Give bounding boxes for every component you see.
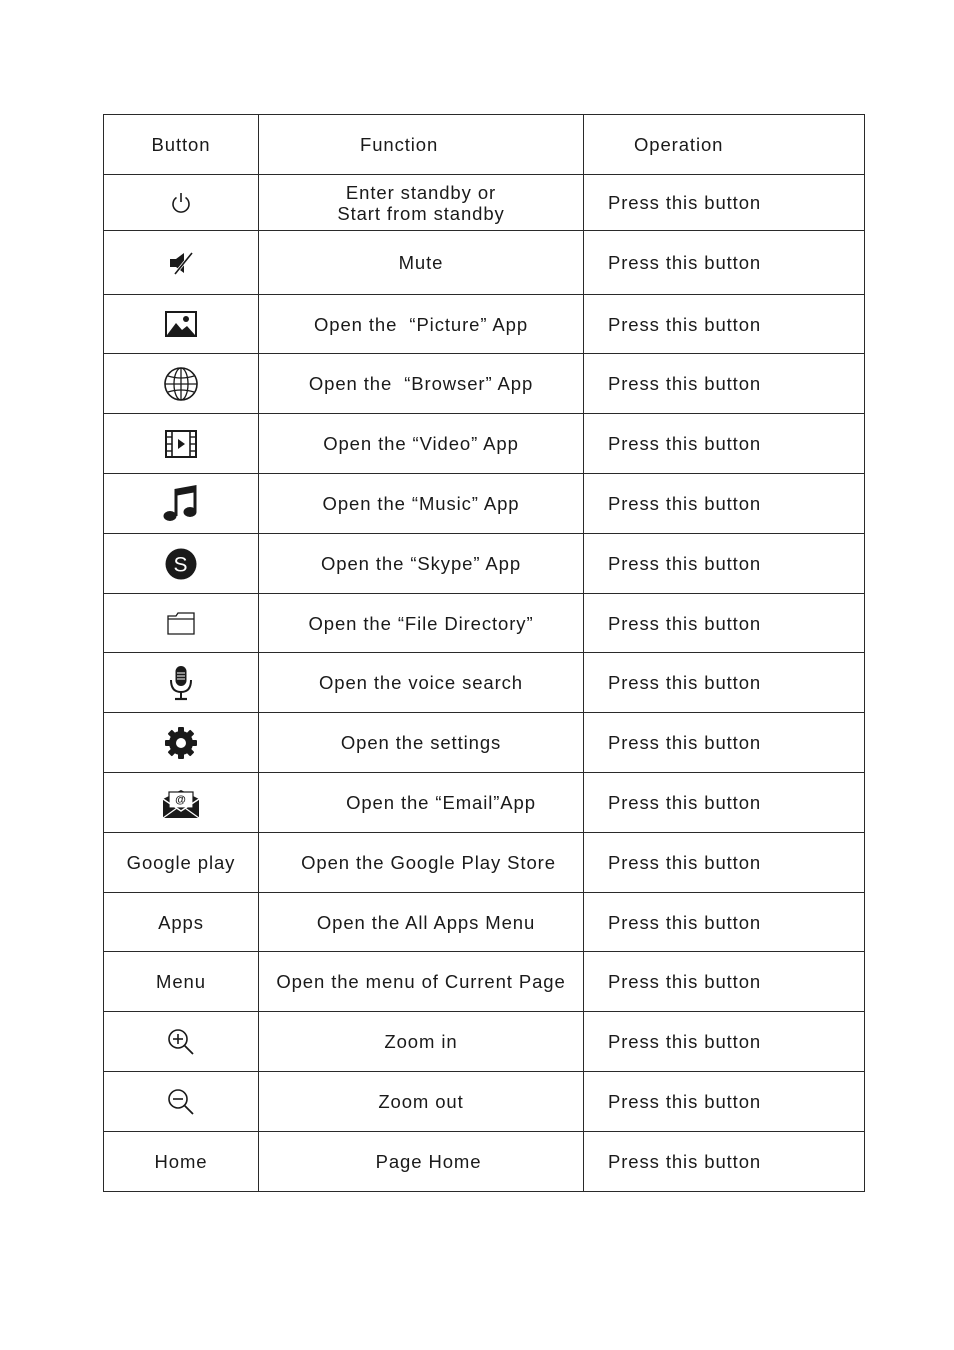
operation-text: Press this button xyxy=(584,653,865,713)
table-row xyxy=(104,175,865,231)
operation-text: Press this button xyxy=(584,534,865,594)
table-row xyxy=(104,1072,865,1132)
operation-text: Press this button xyxy=(584,893,865,952)
operation-text: Press this button xyxy=(584,1072,865,1132)
operation-text: Press this button xyxy=(584,1132,865,1192)
table-row xyxy=(104,833,865,893)
table-row xyxy=(104,354,865,414)
function-text: Open the “Music” App xyxy=(259,474,584,534)
header-function: Function xyxy=(259,115,584,175)
function-text: Open the “File Directory” xyxy=(259,594,584,653)
button-function-table xyxy=(103,114,865,1192)
operation-text: Press this button xyxy=(584,295,865,354)
operation-text: Press this button xyxy=(584,952,865,1012)
operation-text: Press this button xyxy=(584,773,865,833)
microphone-icon xyxy=(168,665,194,701)
operation-text: Press this button xyxy=(584,231,865,295)
function-text: Mute xyxy=(259,231,584,295)
function-text: Open the Google Play Store xyxy=(259,833,584,893)
function-text: Open the All Apps Menu xyxy=(259,893,584,952)
skype-icon xyxy=(164,547,198,581)
zoom-out-icon xyxy=(167,1088,195,1116)
picture-icon xyxy=(165,311,197,337)
table-row xyxy=(104,1012,865,1072)
function-text: Open the menu of Current Page xyxy=(259,952,584,1012)
operation-text: Press this button xyxy=(584,833,865,893)
button-label: Apps xyxy=(104,893,259,952)
table-row xyxy=(104,653,865,713)
table-row xyxy=(104,1132,865,1192)
function-text: Open the “Picture” App xyxy=(259,295,584,354)
table-row xyxy=(104,534,865,594)
table-row xyxy=(104,713,865,773)
globe-icon xyxy=(163,366,199,402)
operation-text: Press this button xyxy=(584,354,865,414)
svg-text:@: @ xyxy=(175,793,187,806)
mute-icon xyxy=(167,250,195,276)
zoom-in-icon xyxy=(167,1028,195,1056)
svg-text:S: S xyxy=(173,553,189,576)
button-label: Menu xyxy=(104,952,259,1012)
table-row xyxy=(104,474,865,534)
operation-text: Press this button xyxy=(584,594,865,653)
function-text: Open the “Skype” App xyxy=(259,534,584,594)
function-text: Open the “Video” App xyxy=(259,414,584,474)
function-text: Zoom in xyxy=(259,1012,584,1072)
operation-text: Press this button xyxy=(584,713,865,773)
function-text: Page Home xyxy=(259,1132,584,1192)
table-row xyxy=(104,231,865,295)
table-row xyxy=(104,952,865,1012)
table-row xyxy=(104,295,865,354)
function-text: Open the settings xyxy=(259,713,584,773)
function-text: Open the “Email”App xyxy=(259,773,584,833)
email-icon xyxy=(162,787,200,819)
music-note-icon xyxy=(162,485,200,523)
power-icon xyxy=(170,191,192,215)
function-text-line-1: Enter standby or xyxy=(345,181,497,203)
table-row xyxy=(104,893,865,952)
function-text: Zoom out xyxy=(259,1072,584,1132)
table-header-row xyxy=(104,115,865,175)
operation-text: Press this button xyxy=(584,414,865,474)
operation-text: Press this button xyxy=(584,474,865,534)
button-label: Home xyxy=(104,1132,259,1192)
table-row xyxy=(104,594,865,653)
table-row xyxy=(104,773,865,833)
button-label: Google play xyxy=(104,833,259,893)
folder-icon xyxy=(166,610,196,636)
gear-icon xyxy=(164,726,198,760)
operation-text: Press this button xyxy=(584,1012,865,1072)
function-text-line-2: Start from standby xyxy=(337,202,505,224)
function-text: Open the voice search xyxy=(259,653,584,713)
table-row xyxy=(104,414,865,474)
film-icon xyxy=(165,430,197,458)
header-operation: Operation xyxy=(584,115,865,175)
operation-text: Press this button xyxy=(584,175,865,231)
header-button: Button xyxy=(104,115,259,175)
function-text: Open the “Browser” App xyxy=(259,354,584,414)
